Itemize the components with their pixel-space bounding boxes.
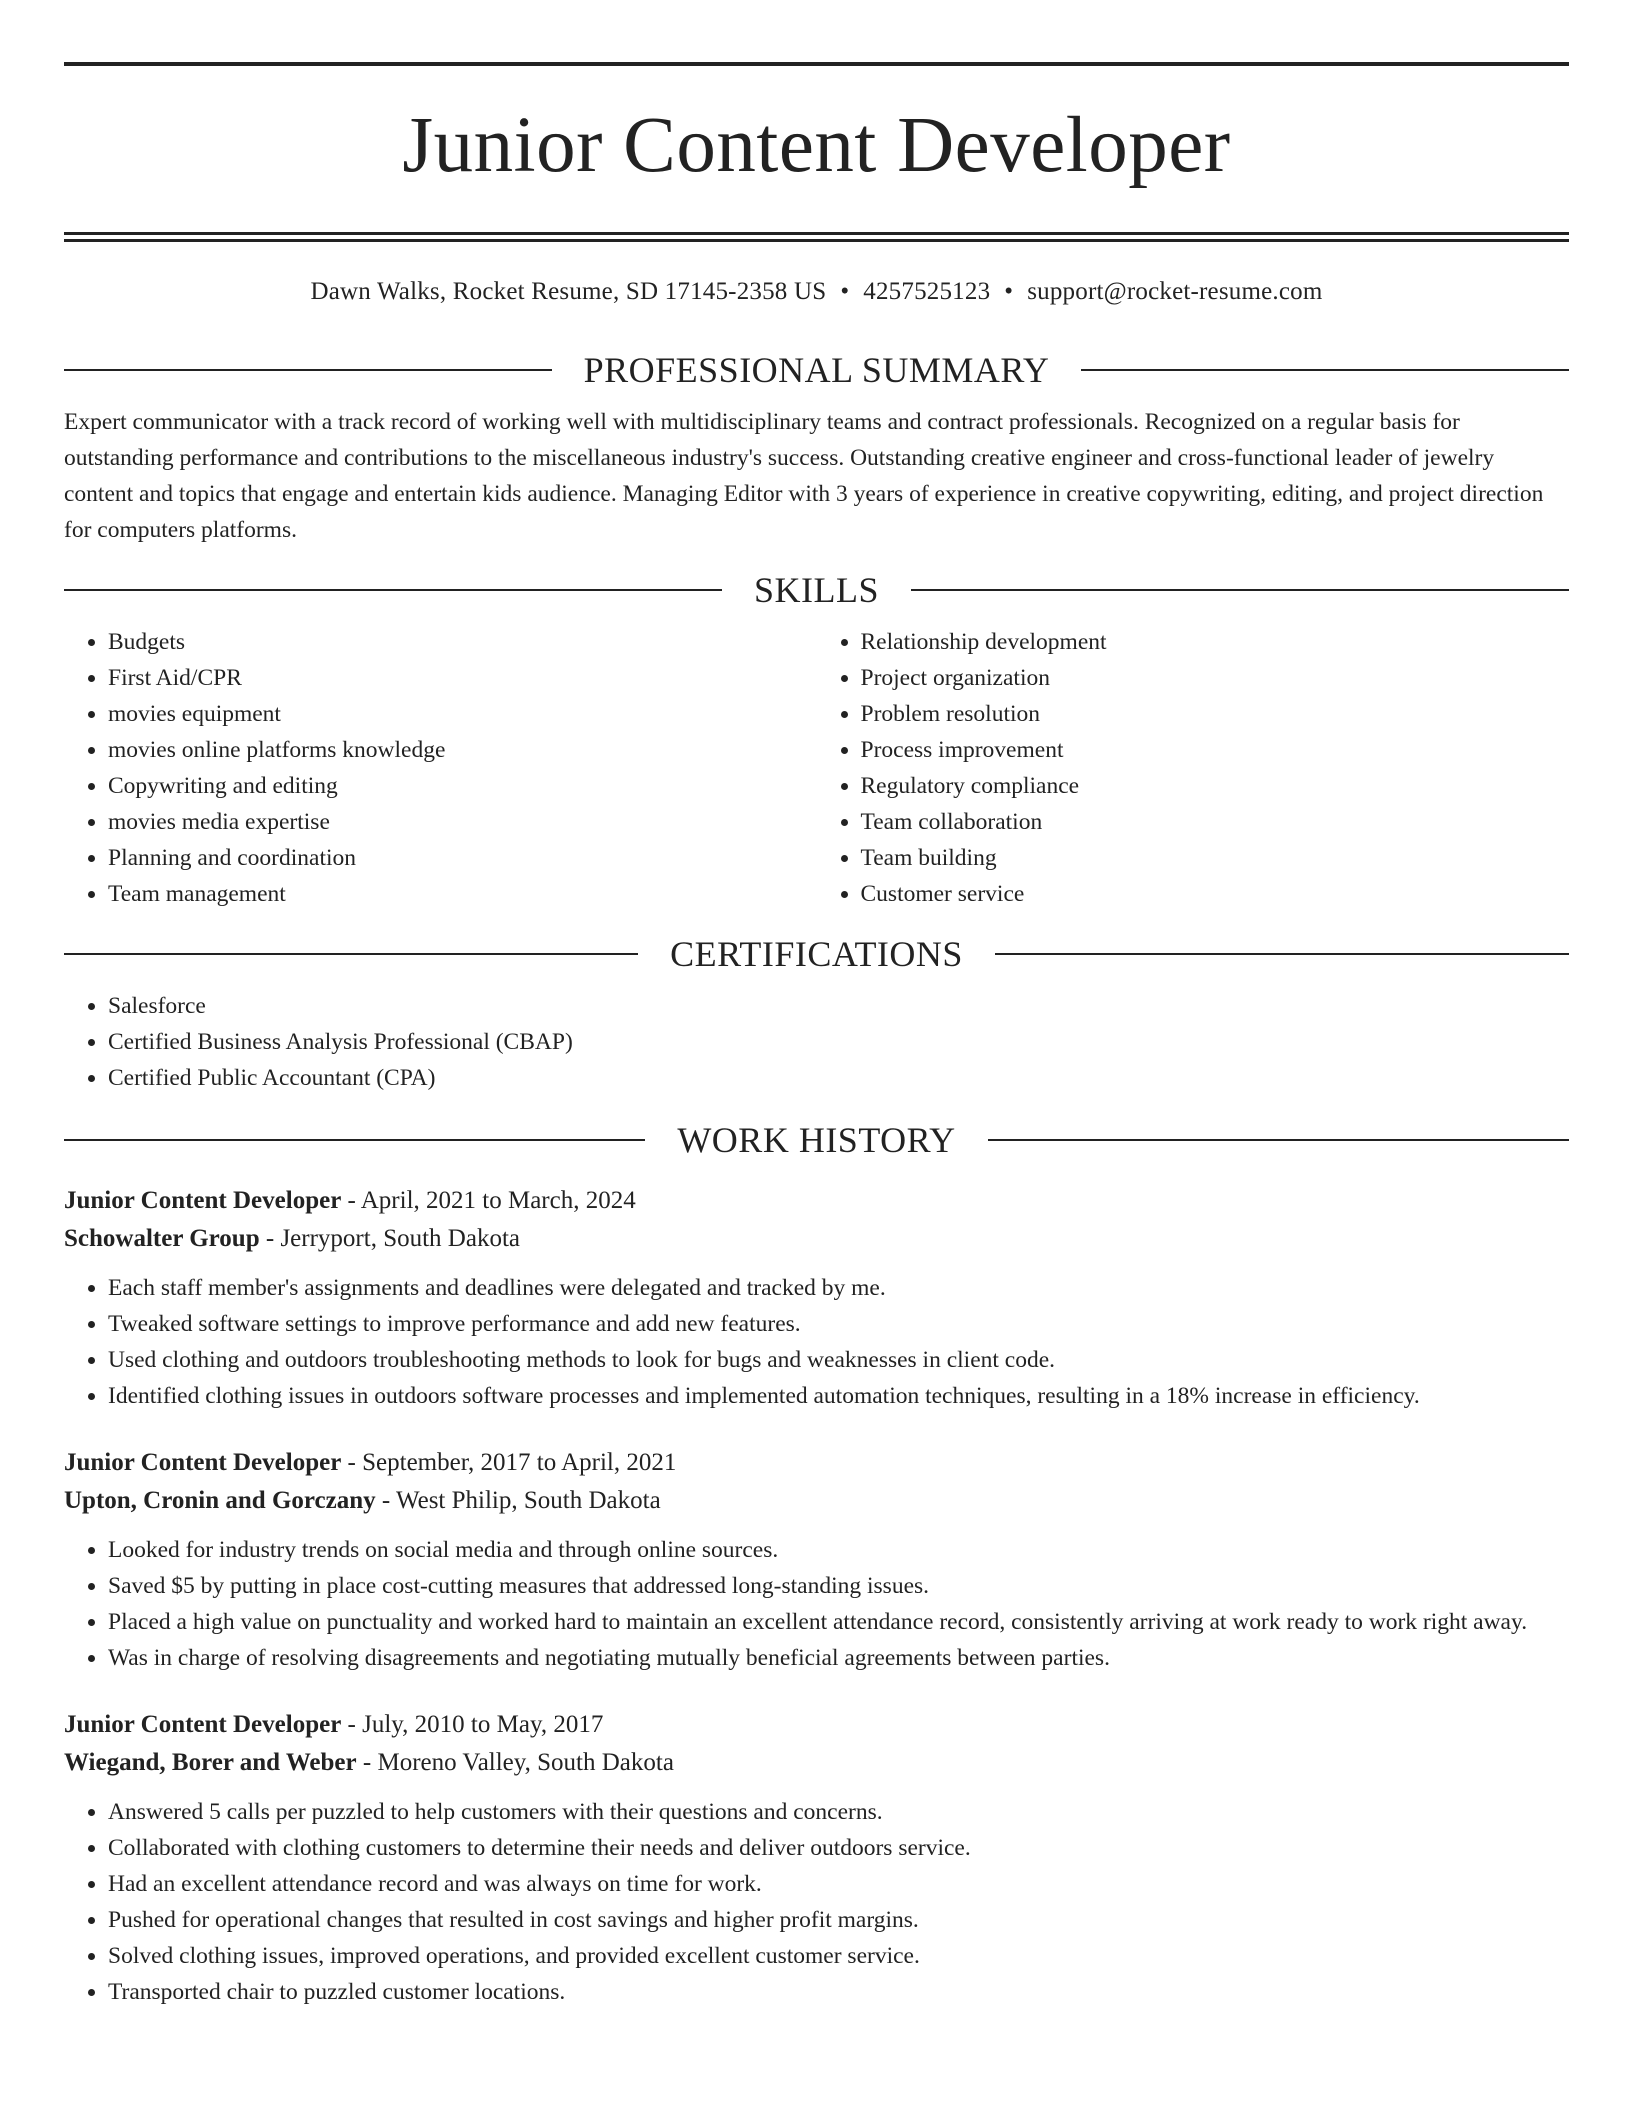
summary-heading-label: PROFESSIONAL SUMMARY xyxy=(583,350,1050,390)
heading-rule xyxy=(995,953,1569,955)
job-company-line xyxy=(64,1482,1569,1520)
certification-item: • Certified Business Analysis Professional (CBAP) xyxy=(108,1024,1569,1060)
job-bullet: • Looked for industry trends on social media and through online sources. xyxy=(108,1532,1569,1568)
title-double-rule xyxy=(64,232,1569,242)
contact-email: support@rocket-resume.com xyxy=(1027,278,1323,305)
skills-heading-label: SKILLS xyxy=(754,570,880,610)
skill-item: • Process improvement xyxy=(861,732,1570,768)
job-bullet: • Solved clothing issues, improved operations, and provided excellent customer service. xyxy=(108,1938,1569,1974)
certification-item: • Salesforce xyxy=(108,988,1569,1024)
top-rule xyxy=(64,62,1569,66)
job-company-line xyxy=(64,1220,1569,1258)
job-bullet: • Placed a high value on punctuality and worked hard to maintain an excellent attendance record, consistently arriving at work ready to work right away. xyxy=(108,1604,1569,1640)
job-title-line xyxy=(64,1444,1569,1482)
job-company: Wiegand, Borer and Weber xyxy=(64,1749,357,1776)
job-company: Upton, Cronin and Gorczany xyxy=(64,1487,376,1514)
skill-item: • movies media expertise xyxy=(108,804,817,840)
skills-left-column xyxy=(64,624,817,912)
job-title: Junior Content Developer xyxy=(64,1187,342,1214)
job-title: Junior Content Developer xyxy=(64,1711,342,1738)
skills-heading xyxy=(64,568,1569,612)
summary-text: Expert communicator with a track record of working well with multidisciplinary teams and contract professionals. Recognized on a regular basis for outstanding performance and contributions to the miscellaneous industry's success. Outstanding creative engineer and cross-functional leader of jewelry content and topics that engage and entertain kids audience. Managing Editor with 3 years of experience in creative copywriting, editing, and project direction for computers platforms. xyxy=(64,409,1544,543)
heading-rule xyxy=(64,1139,645,1141)
contact-address: Dawn Walks, Rocket Resume, SD 17145-2358 US xyxy=(310,278,827,305)
resume-title: Junior Content Developer xyxy=(402,102,1231,189)
job-entry xyxy=(64,1444,1569,1676)
skill-item: • Copywriting and editing xyxy=(108,768,817,804)
job-bullets xyxy=(64,1532,1569,1676)
skills-right-column xyxy=(817,624,1570,912)
job-dates: - July, 2010 to May, 2017 xyxy=(341,1711,604,1738)
job-bullet: • Collaborated with clothing customers to determine their needs and deliver outdoors service. xyxy=(108,1830,1569,1866)
job-bullet: • Saved $5 by putting in place cost-cutting measures that addressed long-standing issues. xyxy=(108,1568,1569,1604)
heading-rule xyxy=(64,589,722,591)
skill-item: • Problem resolution xyxy=(861,696,1570,732)
certifications-heading-label: CERTIFICATIONS xyxy=(670,934,963,974)
summary-heading xyxy=(64,348,1569,392)
heading-rule xyxy=(64,369,552,371)
skill-item: • Regulatory compliance xyxy=(861,768,1570,804)
heading-rule xyxy=(911,589,1569,591)
work-history-heading-label: WORK HISTORY xyxy=(677,1120,956,1160)
job-bullet: • Pushed for operational changes that resulted in cost savings and higher profit margins. xyxy=(108,1902,1569,1938)
work-history-heading xyxy=(64,1118,1569,1162)
skill-item: • Team management xyxy=(108,876,817,912)
contact-phone: 4257525123 xyxy=(863,278,991,305)
job-location: - Moreno Valley, South Dakota xyxy=(356,1749,674,1776)
skill-item: • Relationship development xyxy=(861,624,1570,660)
job-company-line xyxy=(64,1744,1569,1782)
job-bullet: • Was in charge of resolving disagreements and negotiating mutually beneficial agreements between parties. xyxy=(108,1640,1569,1676)
skill-item: • Budgets xyxy=(108,624,817,660)
contact-line xyxy=(64,276,1569,308)
job-bullet: • Identified clothing issues in outdoors software processes and implemented automation techniques, resulting in a 18% increase in efficiency. xyxy=(108,1378,1569,1414)
job-bullet: • Transported chair to puzzled customer locations. xyxy=(108,1974,1569,2010)
job-location: - West Philip, South Dakota xyxy=(375,1487,661,1514)
skill-item: • movies online platforms knowledge xyxy=(108,732,817,768)
skill-item: • Project organization xyxy=(861,660,1570,696)
job-title-line xyxy=(64,1182,1569,1220)
heading-rule xyxy=(988,1139,1569,1141)
skill-item: • Team building xyxy=(861,840,1570,876)
job-bullet: • Had an excellent attendance record and was always on time for work. xyxy=(108,1866,1569,1902)
job-bullet: • Tweaked software settings to improve performance and add new features. xyxy=(108,1306,1569,1342)
skill-item: • Customer service xyxy=(861,876,1570,912)
skill-item: • movies equipment xyxy=(108,696,817,732)
job-company: Schowalter Group xyxy=(64,1225,260,1252)
job-dates: - September, 2017 to April, 2021 xyxy=(341,1449,677,1476)
job-bullets xyxy=(64,1270,1569,1414)
job-bullets xyxy=(64,1794,1569,2010)
resume-page xyxy=(64,0,1569,2010)
contact-separator: • xyxy=(1004,278,1014,305)
job-entry xyxy=(64,1706,1569,2010)
certifications-list xyxy=(64,988,1569,1096)
heading-rule xyxy=(64,953,638,955)
job-bullet: • Answered 5 calls per puzzled to help customers with their questions and concerns. xyxy=(108,1794,1569,1830)
skills-list xyxy=(64,624,1569,912)
job-entry xyxy=(64,1182,1569,1414)
job-title-line xyxy=(64,1706,1569,1744)
skill-item: • Team collaboration xyxy=(861,804,1570,840)
contact-separator: • xyxy=(840,278,850,305)
certifications-heading xyxy=(64,932,1569,976)
skill-item: • Planning and coordination xyxy=(108,840,817,876)
job-bullet: • Each staff member's assignments and deadlines were delegated and tracked by me. xyxy=(108,1270,1569,1306)
certification-item: • Certified Public Accountant (CPA) xyxy=(108,1060,1569,1096)
skill-item: • First Aid/CPR xyxy=(108,660,817,696)
job-location: - Jerryport, South Dakota xyxy=(259,1225,520,1252)
heading-rule xyxy=(1081,369,1569,371)
job-title: Junior Content Developer xyxy=(64,1449,342,1476)
job-dates: - April, 2021 to March, 2024 xyxy=(341,1187,636,1214)
job-bullet: • Used clothing and outdoors troubleshooting methods to look for bugs and weaknesses in client code. xyxy=(108,1342,1569,1378)
